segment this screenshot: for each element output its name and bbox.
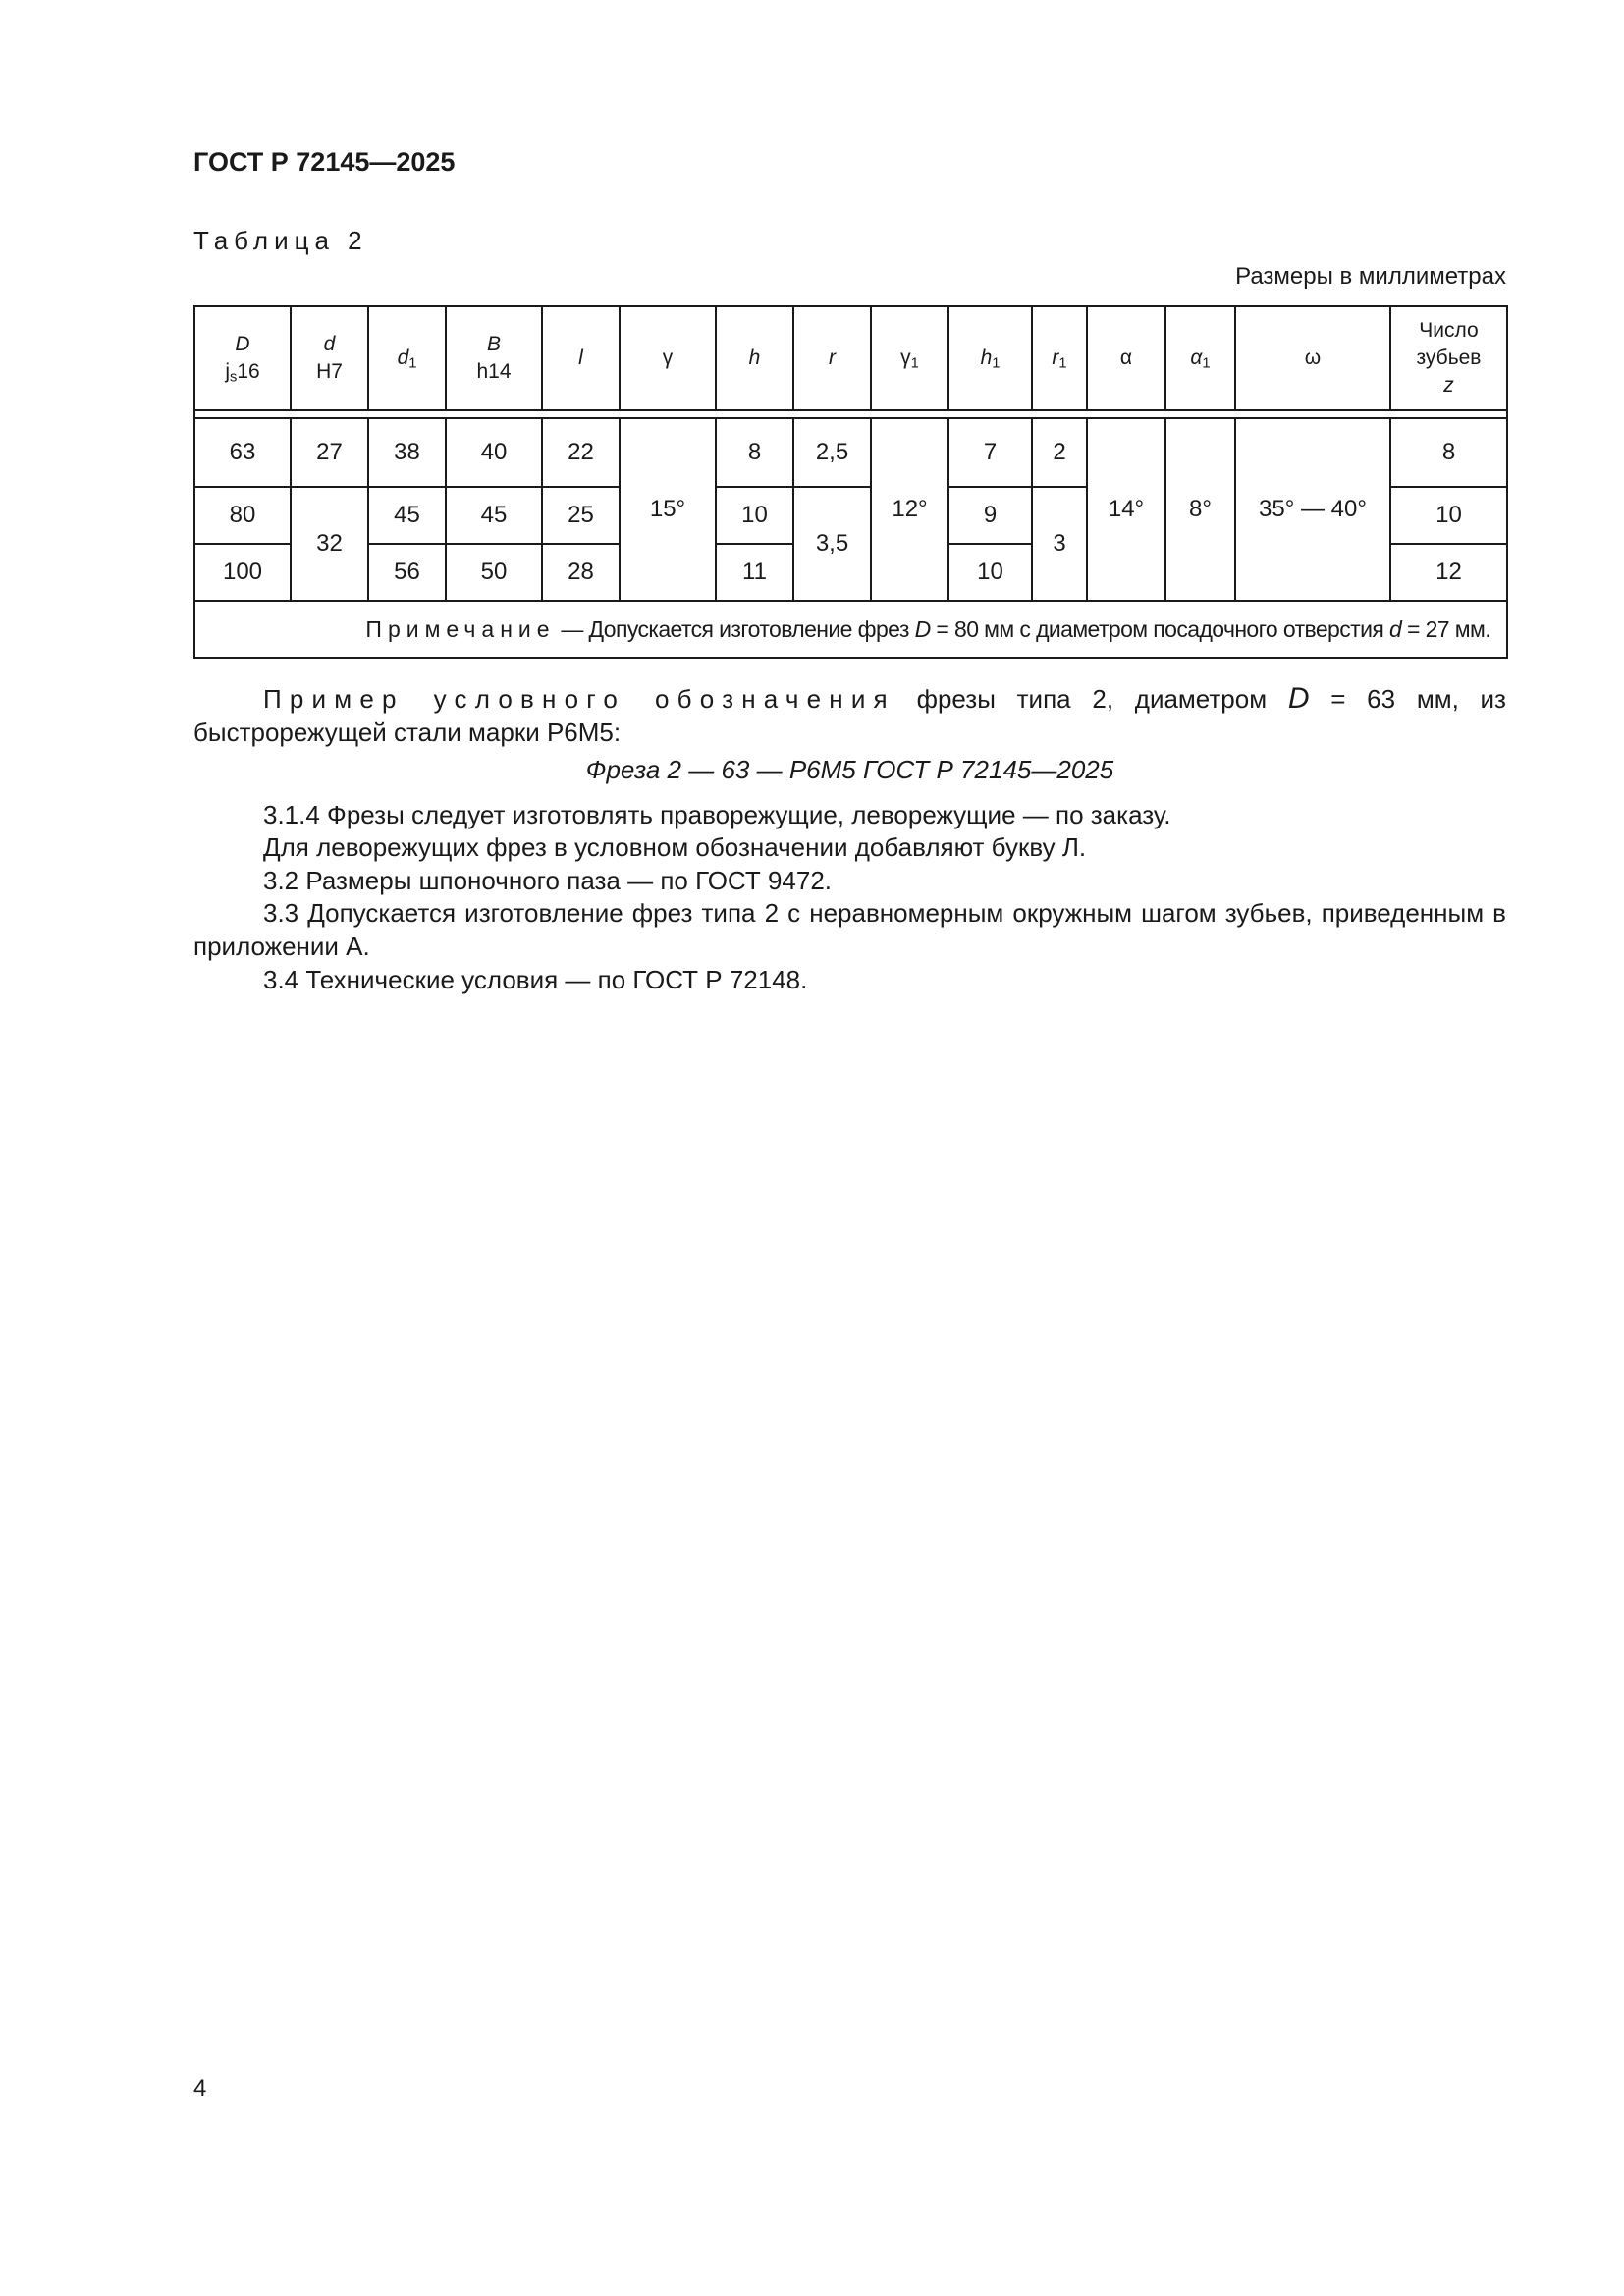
note-symbol: D	[914, 615, 931, 642]
table-row	[194, 418, 1507, 487]
cell-gamma1: 12°	[871, 418, 948, 601]
dimensions-table	[193, 305, 1508, 659]
cell-r: 2,5	[793, 418, 871, 487]
cell-d1: 56	[368, 544, 446, 601]
note-text: — Допускается изготовление фрез	[555, 615, 915, 642]
cell-r1: 3	[1032, 487, 1087, 601]
cell-z: 12	[1390, 544, 1507, 601]
col-header-gamma: γ	[620, 306, 716, 410]
cell-alpha: 14°	[1087, 418, 1165, 601]
cell-omega: 35° — 40°	[1235, 418, 1390, 601]
cell-B: 40	[446, 418, 542, 487]
cell-B: 50	[446, 544, 542, 601]
cell-h: 8	[716, 418, 793, 487]
cell-l: 25	[542, 487, 620, 544]
col-header-z: Число зубьев z	[1390, 306, 1507, 410]
page-number: 4	[193, 2075, 207, 2102]
cell-D: 80	[194, 487, 291, 544]
col-header-r: r	[793, 306, 871, 410]
cell-d: 32	[291, 487, 368, 601]
col-header-d: d H7	[291, 306, 368, 410]
table-header-row	[194, 306, 1507, 410]
note-symbol: d	[1388, 615, 1402, 642]
designation-example: Фреза 2 — 63 — Р6М5 ГОСТ Р 72145—2025	[585, 755, 1114, 784]
cell-h1: 10	[948, 544, 1032, 601]
cell-B: 45	[446, 487, 542, 544]
example-text: фрезы типа 2, диаметром	[894, 684, 1288, 714]
col-header-alpha: α	[1087, 306, 1165, 410]
note-label: Примечание	[365, 615, 556, 642]
table-note	[194, 601, 1507, 658]
cell-r: 3,5	[793, 487, 871, 601]
col-header-B: B h14	[446, 306, 542, 410]
units-note: Размеры в миллиметрах	[1235, 263, 1506, 290]
cell-alpha1: 8°	[1165, 418, 1235, 601]
example-lead: Пример условного обозначения	[263, 684, 895, 714]
paragraph-3-1-4: 3.1.4 Фрезы следует изготовлять праворежущие, леворежущие — по заказу.	[263, 800, 1171, 829]
cell-d1: 45	[368, 487, 446, 544]
col-header-h: h	[716, 306, 793, 410]
col-header-h1: $h_1$	[948, 306, 1032, 410]
cell-l: 28	[542, 544, 620, 601]
col-header-d1: $d_1$	[368, 306, 446, 410]
example-text: = 63 мм, из быстрорежущей стали марки Р6М5:	[193, 684, 1506, 747]
col-header-omega: ω	[1235, 306, 1390, 410]
cell-r1: 2	[1032, 418, 1087, 487]
example-symbol: D	[1287, 682, 1310, 715]
cell-h: 11	[716, 544, 793, 601]
cell-D: 63	[194, 418, 291, 487]
note-text: = 80 мм с диаметром посадочного отверстия	[930, 615, 1389, 642]
cell-D: 100	[194, 544, 291, 601]
cell-h: 10	[716, 487, 793, 544]
example-paragraph	[193, 682, 1506, 749]
col-header-alpha1: $\alpha_1$	[1165, 306, 1235, 410]
note-text: = 27 мм.	[1401, 615, 1490, 642]
col-header-r1: $r_1$	[1032, 306, 1087, 410]
paragraph-3-4: 3.4 Технические условия — по ГОСТ Р 72148.	[263, 965, 808, 994]
cell-z: 8	[1390, 418, 1507, 487]
table-note-row	[194, 601, 1507, 658]
col-header-l: l	[542, 306, 620, 410]
cell-l: 22	[542, 418, 620, 487]
table-label: Таблица 2	[193, 226, 368, 255]
paragraph-left-hand: Для леворежущих фрез в условном обозначении добавляют букву Л.	[263, 832, 1087, 862]
col-header-gamma1: $\gamma_1$	[871, 306, 948, 410]
cell-d: 27	[291, 418, 368, 487]
cell-h1: 7	[948, 418, 1032, 487]
paragraph-3-2: 3.2 Размеры шпоночного паза — по ГОСТ 9472.	[263, 866, 833, 895]
cell-h1: 9	[948, 487, 1032, 544]
paragraph-3-3: 3.3 Допускается изготовление фрез типа 2 с неравномерным окружным шагом зубьев, приведенным в приложении А.	[193, 898, 1506, 961]
cell-z: 10	[1390, 487, 1507, 544]
col-header-D: D $j_s16$	[194, 306, 291, 410]
cell-gamma: 15°	[620, 418, 716, 601]
document-standard-header: ГОСТ Р 72145—2025	[193, 147, 456, 177]
cell-d1: 38	[368, 418, 446, 487]
header-separator-row	[194, 410, 1507, 418]
